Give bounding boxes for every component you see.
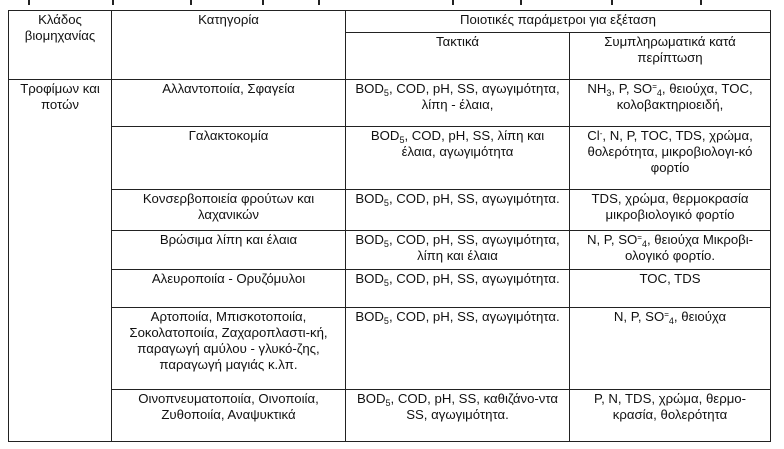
supplementary-params-cell (570, 127, 771, 190)
quality-parameters-table (8, 10, 771, 442)
subscript: 5 (385, 398, 391, 408)
header-parameters-group: Ποιοτικές παράμετροι για εξέταση (346, 11, 771, 33)
subscript: 5 (383, 316, 389, 326)
category-cell: Βρώσιμα λίπη και έλαια (112, 231, 346, 270)
supplementary-params-cell: P, N, TDS, χρώμα, θερμο-κρασία, θολερότητα (570, 390, 771, 442)
supplementary-params-cell (570, 231, 771, 270)
regular-text: , COD, pH, SS, αγωγιμότητα. (388, 191, 560, 206)
superscript: = (664, 310, 669, 319)
regular-text: , COD, pH, SS, λίπη και έλαια, αγωγιμότητα (401, 128, 545, 159)
regular-params-cell (346, 127, 570, 190)
header-supplementary: Συμπληρωματικά κατά περίπτωση (570, 33, 771, 80)
subscript: 5 (383, 278, 389, 288)
table-row (9, 390, 771, 442)
subscript: 4 (641, 239, 647, 249)
cropped-text-remnant (0, 0, 784, 10)
header-branch: Κλάδος βιομηχανίας (9, 11, 112, 80)
branch-food-and-drinks: Τροφίμων και ποτών (9, 80, 112, 442)
table-row (9, 127, 771, 190)
category-cell: Γαλακτοκομία (112, 127, 346, 190)
category-cell: Οινοπνευματοποιία, Οινοποιία, Ζυθοποιία, Αναψυκτικά (112, 390, 346, 442)
table-row (9, 308, 771, 390)
superscript: = (637, 233, 642, 242)
supp-text: , θειούχα Μικροβι-ολογικό φορτίο. (624, 232, 754, 263)
supp-text: N, P, SO (613, 309, 665, 324)
supp-text: , P, SO (611, 81, 653, 96)
supp-text: Cl (587, 128, 600, 143)
superscript: = (652, 82, 657, 91)
supp-text: , θειούχα (673, 309, 727, 324)
regular-params-cell (346, 80, 570, 127)
subscript: 4 (656, 88, 662, 98)
table-row (9, 190, 771, 231)
header-category: Κατηγορία (112, 11, 346, 80)
regular-text: , COD, pH, SS, αγωγιμότητα, λίπη - έλαια, (388, 81, 560, 112)
regular-text: BOD (355, 191, 384, 206)
regular-params-cell (346, 308, 570, 390)
subscript: 5 (399, 135, 405, 145)
regular-params-cell (346, 390, 570, 442)
subscript: 5 (383, 88, 389, 98)
subscript: 3 (606, 88, 612, 98)
supp-text: , N, P, TOC, TDS, χρώμα, θολερότητα, μικροβιολογι-κό φορτίο (587, 128, 753, 175)
regular-text: , COD, pH, SS, αγωγιμότητα. (388, 309, 560, 324)
subscript: 5 (383, 198, 389, 208)
table-row (9, 270, 771, 308)
supplementary-params-cell: TOC, TDS (570, 270, 771, 308)
regular-text: BOD (355, 309, 384, 324)
category-cell: Αλευροποιία - Ορυζόμυλοι (112, 270, 346, 308)
subscript: 5 (383, 239, 389, 249)
supp-text: NH (587, 81, 607, 96)
supplementary-params-cell (570, 80, 771, 127)
regular-text: BOD (355, 271, 384, 286)
regular-text: BOD (355, 232, 384, 247)
regular-params-cell (346, 231, 570, 270)
supplementary-params-cell: TDS, χρώμα, θερμοκρασία μικροβιολογικό φορτίο (570, 190, 771, 231)
regular-text: BOD (355, 81, 384, 96)
regular-text: , COD, pH, SS, καθιζάνο-ντα SS, αγωγιμότητα. (390, 391, 559, 422)
category-cell: Κονσερβοποιεία φρούτων και λαχανικών (112, 190, 346, 231)
header-row-1 (9, 11, 771, 33)
regular-text: , COD, pH, SS, αγωγιμότητα. (388, 271, 560, 286)
table-row (9, 231, 771, 270)
regular-text: , COD, pH, SS, αγωγιμότητα, λίπη και έλαια (388, 232, 560, 263)
category-cell: Αρτοποιία, Μπισκοτοποιία, Σοκολατοποιία, Ζαχαροπλαστι-κή, παραγωγή αμύλου - γλυκό-ζης, παραγωγή μαγιάς κ.λπ. (112, 308, 346, 390)
subscript: 4 (668, 316, 674, 326)
supplementary-params-cell (570, 308, 771, 390)
regular-text: BOD (370, 128, 400, 143)
regular-text: BOD (356, 391, 386, 406)
regular-params-cell (346, 190, 570, 231)
superscript: - (599, 129, 603, 138)
header-regular: Τακτικά (346, 33, 570, 80)
supp-text: , θειούχα, TOC, κολοβακτηριοειδή, (616, 81, 753, 112)
table-row (9, 80, 771, 127)
regular-params-cell (346, 270, 570, 308)
supp-text: N, P, SO (586, 232, 638, 247)
category-cell: Αλλαντοποιία, Σφαγεία (112, 80, 346, 127)
